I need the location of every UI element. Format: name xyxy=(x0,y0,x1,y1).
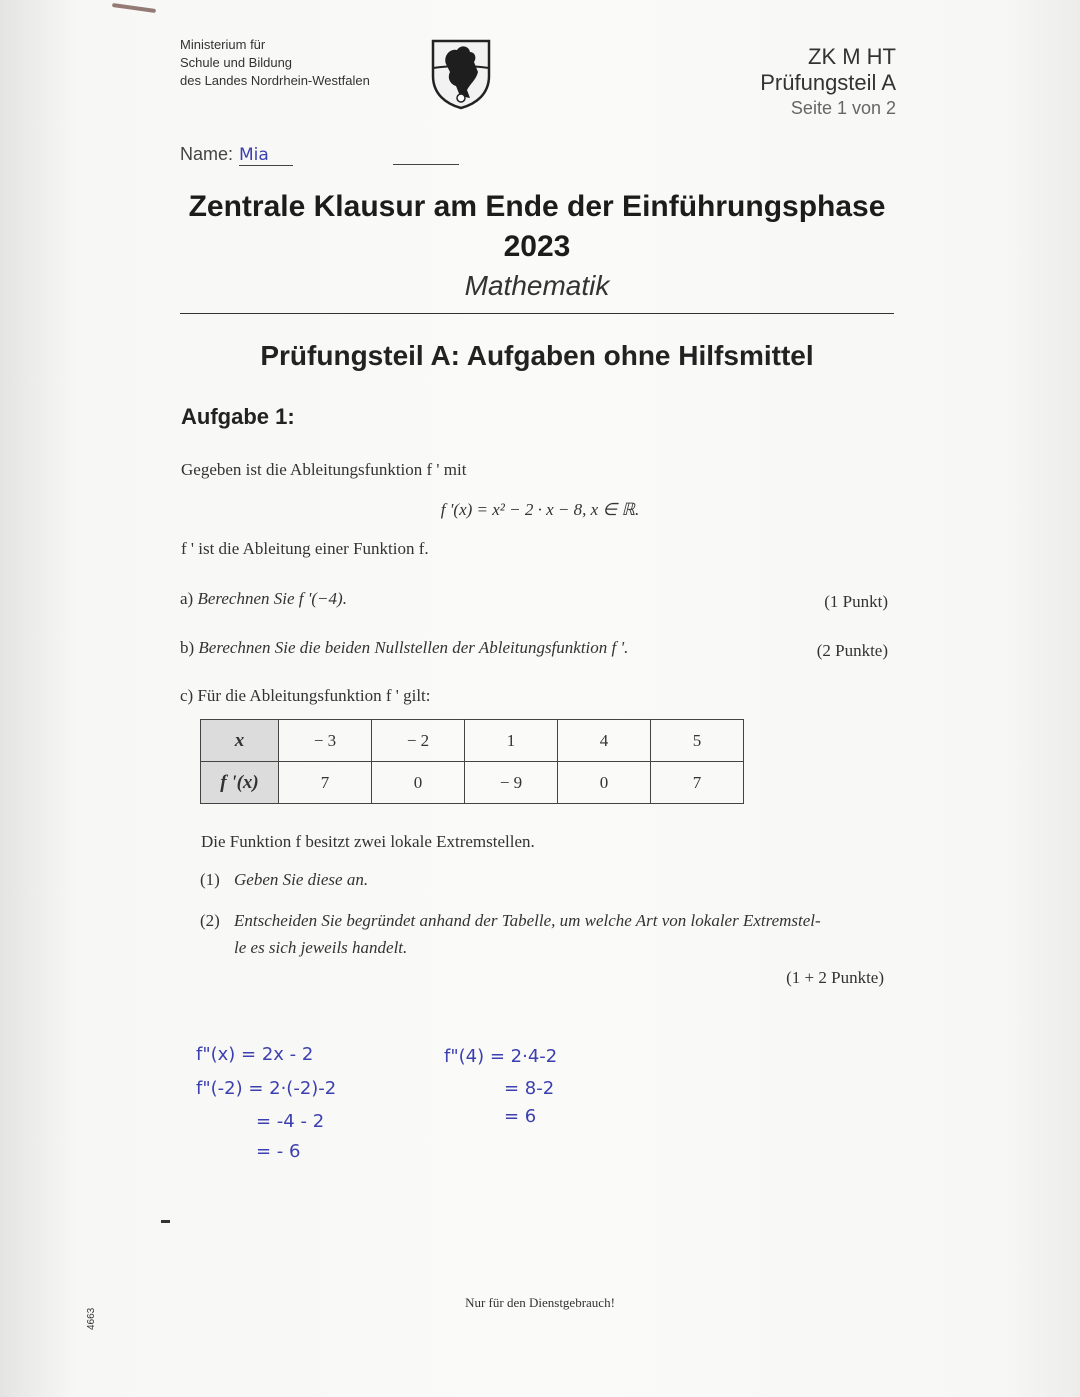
table-row-x xyxy=(201,720,744,762)
subtask-b-label: b) xyxy=(180,638,195,657)
handwriting-line: = 8-2 xyxy=(504,1078,555,1099)
subtask-b xyxy=(180,638,628,658)
table-cell: − 3 xyxy=(279,720,372,762)
pen-mark xyxy=(161,1220,170,1223)
handwriting-line: f"(4) = 2·4-2 xyxy=(444,1046,558,1067)
title-divider xyxy=(180,313,894,314)
value-table xyxy=(200,719,744,804)
table-cell: 7 xyxy=(279,762,372,804)
handwriting-line: f"(x) = 2x - 2 xyxy=(196,1044,314,1065)
table-header-x: x xyxy=(201,720,279,762)
header-info xyxy=(760,44,896,120)
task-intro: Gegeben ist die Ableitungsfunktion f ' mit xyxy=(181,460,467,479)
handwriting-line: = -4 - 2 xyxy=(256,1111,325,1132)
table-cell: 0 xyxy=(558,762,651,804)
table-cell: − 9 xyxy=(465,762,558,804)
subtask-b-text: Berechnen Sie die beiden Nullstellen der Ableitungsfunktion f '. xyxy=(198,638,629,657)
exam-subject: Mathematik xyxy=(464,270,610,301)
subtask-c2-label: (2) xyxy=(200,911,220,930)
subtask-a-points: (1 Punkt) xyxy=(824,592,888,611)
nrw-coat-of-arms-icon xyxy=(430,38,492,110)
table-header-fx: f '(x) xyxy=(201,762,279,804)
subtask-a-text: Berechnen Sie f '(−4). xyxy=(197,589,347,608)
subtask-c-statement: Die Funktion f besitzt zwei lokale Extremstellen. xyxy=(201,832,535,851)
subtask-a xyxy=(180,589,347,609)
subtask-b-points: (2 Punkte) xyxy=(816,641,888,660)
subtask-c2-text-line1: Entscheiden Sie begründet anhand der Tabelle, um welche Art von lokaler Extremstel- xyxy=(234,911,821,930)
name-underline xyxy=(393,164,459,165)
pen-mark xyxy=(112,3,156,13)
section-title: Prüfungsteil A: Aufgaben ohne Hilfsmittel xyxy=(260,340,814,371)
name-field xyxy=(180,144,293,166)
subtask-c1-text: Geben Sie diese an. xyxy=(234,870,369,889)
handwriting-line: = 6 xyxy=(504,1106,537,1127)
name-label: Name: xyxy=(180,144,234,164)
subtask-c2-text-line2: le es sich jeweils handelt. xyxy=(234,938,408,957)
exam-title: Zentrale Klausur am Ende der Einführungsphase xyxy=(188,190,886,223)
table-cell: 5 xyxy=(651,720,744,762)
ministry-line-1: Ministerium für xyxy=(180,37,266,52)
table-cell: − 2 xyxy=(372,720,465,762)
task-note: f ' ist die Ableitung einer Funktion f. xyxy=(181,539,429,558)
ministry-line-2: Schule und Bildung xyxy=(180,55,293,70)
page-number: Seite 1 von 2 xyxy=(790,98,896,118)
subtask-c-label: c) xyxy=(180,686,194,705)
handwriting-line: f"(-2) = 2·(-2)-2 xyxy=(196,1078,337,1099)
table-cell: 7 xyxy=(651,762,744,804)
exam-year: 2023 xyxy=(503,230,571,263)
subtask-c-points: (1 + 2 Punkte) xyxy=(786,968,884,987)
subtask-c1-label: (1) xyxy=(200,870,220,889)
table-row-fx xyxy=(201,762,744,804)
side-code: 4663 xyxy=(86,1307,97,1330)
name-value: Mia xyxy=(239,145,293,166)
footer-note: Nur für den Dienstgebrauch! xyxy=(465,1295,615,1310)
ministry-name xyxy=(180,36,370,90)
table-cell: 4 xyxy=(558,720,651,762)
subtask-a-label: a) xyxy=(180,589,194,608)
task-formula: f '(x) = x² − 2 · x − 8, x ∈ ℝ. xyxy=(440,500,640,519)
task-heading: Aufgabe 1: xyxy=(181,404,295,429)
handwriting-line: = - 6 xyxy=(256,1141,301,1162)
subtask-c xyxy=(180,686,431,706)
exam-part: Prüfungsteil A xyxy=(760,70,896,95)
subtask-c-text: Für die Ableitungsfunktion f ' gilt: xyxy=(197,686,431,705)
table-cell: 0 xyxy=(372,762,465,804)
exam-code: ZK M HT xyxy=(808,44,896,69)
ministry-line-3: des Landes Nordrhein-Westfalen xyxy=(180,73,370,88)
table-cell: 1 xyxy=(465,720,558,762)
